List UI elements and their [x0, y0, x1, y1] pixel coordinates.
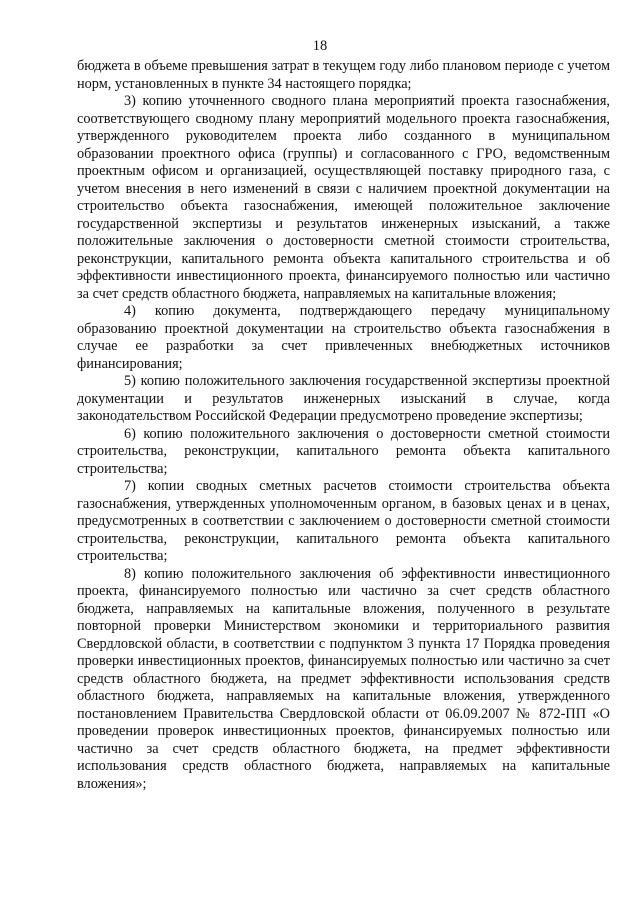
paragraph-item-4: 4) копию документа, подтверждающего передачу муниципальному образованию проектной документации на строительство объекта газоснабжения в случае ее разработки за счет привлеченных внебюджетных источников финансирования; — [77, 303, 610, 372]
paragraph-item-5: 5) копию положительного заключения государственной экспертизы проектной документации и результатов инженерных изысканий в случае, когда законодательством Российской Федерации предусмотрено проведение экспертизы; — [77, 373, 610, 424]
document-body — [77, 58, 610, 793]
paragraph-item-3: 3) копию уточненного сводного плана мероприятий проекта газоснабжения, соответствующего сводному плану мероприятий модельного проекта газоснабжения, утвержденного руководителем проекта либо созданного в муниципальном образовании проектного офиса (группы) и согласованного с ГРО, ведомственным проектным офисом и организацией, осуществляющей поставку природного газа, с учетом внесения в него изменений в связи с наличием проектной документации на строительство объекта газоснабжения, имеющей положительное заключение государственной экспертизы и результатов инженерных изысканий, а также положительные заключения о достоверности сметной стоимости строительства, реконструкции, капитального ремонта объекта капитального строительства и об эффективности инвестиционного проекта, финансируемого полностью или частично за счет средств областного бюджета, направляемых на капитальные вложения; — [77, 93, 610, 302]
paragraph-item-8: 8) копию положительного заключения об эффективности инвестиционного проекта, финансируемого полностью или частично за счет средств областного бюджета, направляемых на капитальные вложения, полученного в результате повторной проверки Министерством экономики и территориального развития Свердловской области, в соответствии с подпунктом 3 пункта 17 Порядка проведения проверки инвестиционных проектов, финансируемых полностью или частично за счет средств областного бюджета, на предмет эффективности использования средств областного бюджета, направляемых на капитальные вложения, утвержденного постановлением Правительства Свердловской области от 06.09.2007 № 872-ПП «О проведении проверок инвестиционных проектов, финансируемых полностью или частично за счет средств областного бюджета, на предмет эффективности использования средств областного бюджета, направляемых на капитальные вложения»; — [77, 565, 610, 792]
paragraph-item-6: 6) копию положительного заключения о достоверности сметной стоимости строительства, реконструкции, капитального ремонта объекта капитального строительства; — [77, 425, 610, 477]
paragraph-item-7: 7) копии сводных сметных расчетов стоимости строительства объекта газоснабжения, утвержденных уполномоченным органом, в базовых ценах и в ценах, предусмотренных в соответствии с заключением о достоверности сметной стоимости строительства, реконструкции, капитального ремонта объекта капитального строительства; — [77, 478, 610, 564]
page-number: 18 — [312, 38, 328, 54]
paragraph-continuation: бюджета в объеме превышения затрат в текущем году либо плановом периоде с учетом норм, установленных в пункте 34 настоящего порядка; — [77, 58, 610, 92]
